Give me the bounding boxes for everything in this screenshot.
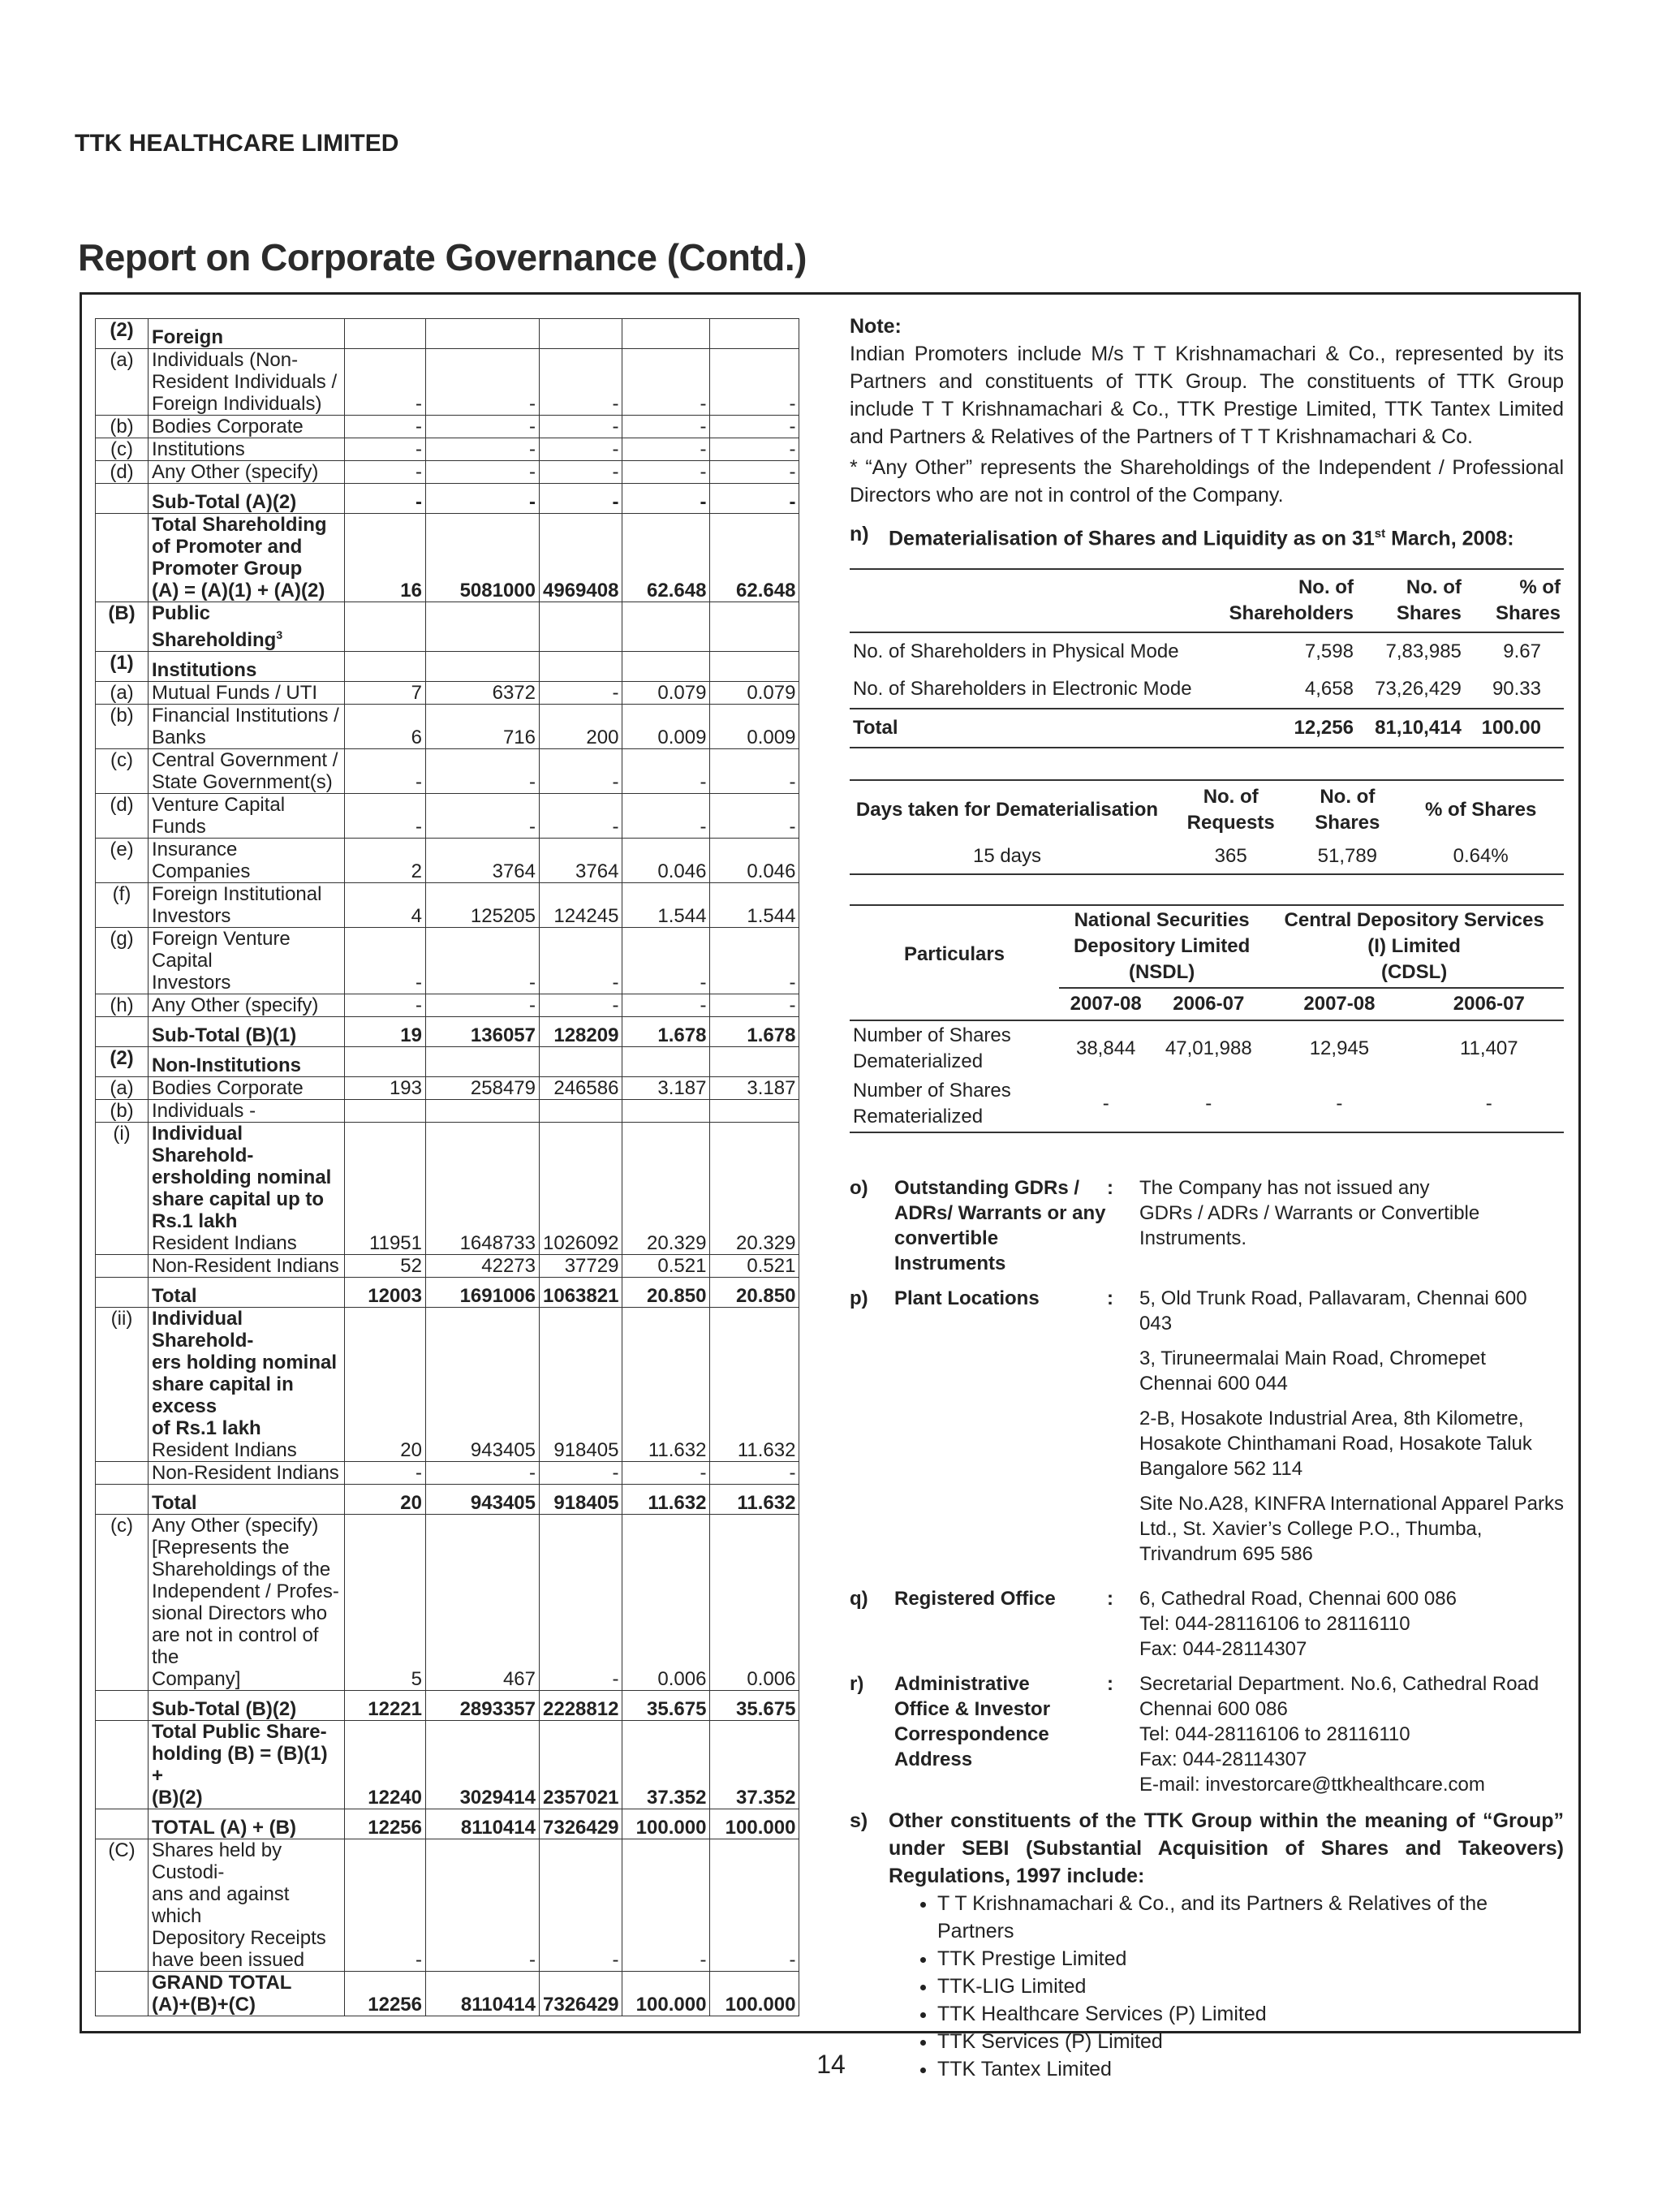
row-value: - — [540, 461, 622, 484]
row-value: 0.521 — [710, 1255, 799, 1278]
row-value: - — [622, 1462, 710, 1485]
row-value: 11.632 — [622, 1308, 710, 1462]
row-value — [622, 1047, 710, 1077]
row-value — [426, 602, 540, 652]
row-value: - — [622, 461, 710, 484]
shareholding-row — [96, 1972, 799, 2016]
row-value: 20.850 — [622, 1278, 710, 1308]
row-label: (b) — [96, 416, 149, 438]
group-item: • TTK Services (P) Limited — [937, 2028, 1564, 2055]
row-value — [710, 1100, 799, 1123]
row-value — [540, 602, 622, 652]
row-value: - — [426, 1462, 540, 1485]
row-value: 62.648 — [710, 514, 799, 602]
row-value: 20 — [345, 1485, 426, 1515]
row-value: 6372 — [426, 682, 540, 705]
row-label — [96, 1255, 149, 1278]
row-value: - — [622, 749, 710, 794]
row-value: - — [622, 484, 710, 514]
shareholding-row — [96, 749, 799, 794]
row-value: - — [540, 484, 622, 514]
row-label — [96, 1691, 149, 1721]
row-value — [710, 319, 799, 349]
row-label — [96, 1485, 149, 1515]
row-value: - — [710, 928, 799, 994]
row-description: Bodies Corporate — [149, 1077, 345, 1100]
row-value: - — [426, 349, 540, 416]
shareholding-row — [96, 1308, 799, 1462]
row-value: - — [345, 794, 426, 839]
row-value — [710, 602, 799, 652]
row-value: - — [345, 461, 426, 484]
row-description: Mutual Funds / UTI — [149, 682, 345, 705]
row-description: Foreign — [149, 319, 345, 349]
plant-address: 3, Tiruneermalai Main Road, Chromepet Chennai 600 044 — [1139, 1347, 1486, 1395]
plant-row: p) Plant Locations : 5, Old Trunk Road, Pallavaram, Chennai 600 043 3, Tiruneermalai Main Road, Chromepet Chennai 600 044 2-B, Hosakote Industrial Area, 8th Kilometre, Hosakote Chinthamani Road, Hosakote Taluk Bangalore 562 114 Site No.A28, KINFRA International Apparel Parks Ltd., St. Xavier’s College P.O., Thumba, Trivandrum 695 586 — [850, 1287, 1564, 1566]
row-description: Foreign Institutional Investors — [149, 883, 345, 928]
row-label: (a) — [96, 682, 149, 705]
shareholding-row — [96, 602, 799, 652]
row-value: - — [622, 416, 710, 438]
row-value: - — [540, 928, 622, 994]
row-value: 7326429 — [540, 1809, 622, 1839]
row-label — [96, 1721, 149, 1809]
shareholding-row — [96, 883, 799, 928]
row-label: (a) — [96, 1077, 149, 1100]
row-description: Shares held by Custodi- ans and against which Depository Receipts have been issued — [149, 1839, 345, 1972]
row-label: (2) — [96, 319, 149, 349]
row-description: Institutions — [149, 438, 345, 461]
row-value: 52 — [345, 1255, 426, 1278]
row-label: (i) — [96, 1123, 149, 1255]
row-value — [345, 602, 426, 652]
row-value: 37729 — [540, 1255, 622, 1278]
shareholding-row — [96, 1278, 799, 1308]
plant-address: 5, Old Trunk Road, Pallavaram, Chennai 600 043 — [1139, 1287, 1527, 1335]
shareholding-row — [96, 1515, 799, 1691]
note-paragraph-2: * “Any Other” represents the Shareholdings of the Independent / Professional Directors who are not in control of the Company. — [850, 456, 1564, 507]
shareholding-row — [96, 438, 799, 461]
info-section — [850, 1175, 1564, 1797]
shareholding-row — [96, 416, 799, 438]
row-description: Individual Sharehold- ers holding nominal share capital in excess of Rs.1 lakh Resident Indians — [149, 1308, 345, 1462]
row-description: Central Government / State Government(s) — [149, 749, 345, 794]
row-value: 16 — [345, 514, 426, 602]
row-value: - — [710, 794, 799, 839]
row-value: - — [426, 1839, 540, 1972]
demat-table: No. of Shareholders No. of Shares % of Shares No. of Shareholders in Physical Mode 7,598 7,83,985 9.67 No. of Shareholders in Electronic Mode 4,658 73,26,429 90.33 Total 12,256 81,10,414 100.00 — [850, 568, 1564, 748]
row-description: Non-Resident Indians — [149, 1255, 345, 1278]
row-description: Any Other (specify) — [149, 994, 345, 1017]
row-value: - — [622, 794, 710, 839]
row-value — [622, 602, 710, 652]
row-value: 12003 — [345, 1278, 426, 1308]
row-value: - — [345, 484, 426, 514]
shareholding-table — [95, 318, 799, 2016]
row-value — [710, 1047, 799, 1077]
row-label — [96, 1809, 149, 1839]
row-value: 19 — [345, 1017, 426, 1047]
shareholding-row — [96, 839, 799, 883]
row-description: Sub-Total (A)(2) — [149, 484, 345, 514]
shareholding-row — [96, 1462, 799, 1485]
row-value: 20 — [345, 1308, 426, 1462]
row-label — [96, 1278, 149, 1308]
row-value: - — [345, 349, 426, 416]
particulars-label: Particulars — [903, 943, 1005, 966]
shareholding-row — [96, 652, 799, 682]
row-value: 0.009 — [622, 705, 710, 749]
row-value: 11.632 — [622, 1485, 710, 1515]
row-description: Individuals (Non- Resident Individuals / Foreign Individuals) — [149, 349, 345, 416]
row-value: 5081000 — [426, 514, 540, 602]
row-description: TOTAL (A) + (B) — [149, 1809, 345, 1839]
row-value: 0.079 — [622, 682, 710, 705]
row-value: 4 — [345, 883, 426, 928]
row-value: - — [540, 438, 622, 461]
row-value: 0.009 — [710, 705, 799, 749]
row-value — [426, 652, 540, 682]
row-label: (f) — [96, 883, 149, 928]
row-label: (c) — [96, 749, 149, 794]
row-value: 3.187 — [710, 1077, 799, 1100]
shareholding-row — [96, 1077, 799, 1100]
group-item: • TTK Tantex Limited — [937, 2055, 1564, 2083]
group-item: • TTK Prestige Limited — [937, 1945, 1564, 1973]
shareholding-row — [96, 794, 799, 839]
row-value: - — [710, 1462, 799, 1485]
plant-address: Site No.A28, KINFRA International Apparel Parks Ltd., St. Xavier’s College P.O., Thumba, Trivandrum 695 586 — [1139, 1493, 1564, 1566]
row-value: 62.648 — [622, 514, 710, 602]
row-value: - — [622, 1839, 710, 1972]
row-label: (c) — [96, 1515, 149, 1691]
row-value: - — [345, 1839, 426, 1972]
row-value — [426, 1047, 540, 1077]
row-value: 0.046 — [622, 839, 710, 883]
row-label — [96, 484, 149, 514]
row-value: 0.006 — [710, 1515, 799, 1691]
row-value: - — [710, 461, 799, 484]
admin-office-row: r) Administrative Office & Investor Correspondence Address : Secretarial Department. No.6, Cathedral Road Chennai 600 086 Tel: 044-28116106 to 28116110 Fax: 044-28114307 E-mail: investorcare@ttkhealthcare.com — [850, 1673, 1539, 1796]
row-value: 12221 — [345, 1691, 426, 1721]
row-value: 1.678 — [710, 1017, 799, 1047]
row-value: 35.675 — [710, 1691, 799, 1721]
nsdl-cdsl-table: National Securities Depository Limited (NSDL) Central Depository Services (I) Limited (CDSL) Particulars 2007-08 2006-07 2007-08 2006-07 Number of Shares Dematerialized 38,844 47,01,988 12,945 11,407 Number of Shares Rematerialized - - - - — [850, 904, 1564, 1133]
row-value: 0.006 — [622, 1515, 710, 1691]
row-value: - — [540, 994, 622, 1017]
row-value — [622, 319, 710, 349]
row-value: 128209 — [540, 1017, 622, 1047]
row-description: Venture Capital Funds — [149, 794, 345, 839]
group-item: • TTK-LIG Limited — [937, 1973, 1564, 2000]
page-title: Report on Corporate Governance (Contd.) — [78, 236, 807, 278]
row-description: Non-Resident Indians — [149, 1462, 345, 1485]
row-label: (d) — [96, 794, 149, 839]
row-value: 5 — [345, 1515, 426, 1691]
row-value: 4969408 — [540, 514, 622, 602]
row-value: 2893357 — [426, 1691, 540, 1721]
shareholding-row — [96, 1691, 799, 1721]
row-value: - — [345, 928, 426, 994]
shareholding-row — [96, 319, 799, 349]
row-value: 1691006 — [426, 1278, 540, 1308]
row-value: 1.544 — [622, 883, 710, 928]
row-label — [96, 1017, 149, 1047]
row-value: - — [710, 1839, 799, 1972]
row-value: 125205 — [426, 883, 540, 928]
row-value: - — [426, 438, 540, 461]
row-description: GRAND TOTAL (A)+(B)+(C) — [149, 1972, 345, 2016]
row-description: Total Public Share- holding (B) = (B)(1) + (B)(2) — [149, 1721, 345, 1809]
row-value: - — [540, 1515, 622, 1691]
row-value: - — [622, 928, 710, 994]
group-item: • T T Krishnamachari & Co., and its Partners & Relatives of the Partners — [937, 1890, 1564, 1945]
row-value: 8110414 — [426, 1809, 540, 1839]
shareholding-row — [96, 705, 799, 749]
row-value: 0.079 — [710, 682, 799, 705]
row-value: 37.352 — [710, 1721, 799, 1809]
row-value: - — [540, 1462, 622, 1485]
row-value: 100.000 — [622, 1972, 710, 2016]
row-value — [540, 1047, 622, 1077]
row-value — [622, 652, 710, 682]
row-value: 7326429 — [540, 1972, 622, 2016]
shareholding-row — [96, 1100, 799, 1123]
row-value: - — [426, 794, 540, 839]
row-value: - — [426, 416, 540, 438]
shareholding-row — [96, 1721, 799, 1809]
shareholding-row — [96, 994, 799, 1017]
company-name: TTK HEALTHCARE LIMITED — [75, 130, 399, 157]
shareholding-row — [96, 928, 799, 994]
row-value: 12256 — [345, 1809, 426, 1839]
row-value: 1.544 — [710, 883, 799, 928]
row-value — [345, 319, 426, 349]
row-value: - — [426, 928, 540, 994]
row-value: - — [540, 794, 622, 839]
row-description: Institutions — [149, 652, 345, 682]
shareholding-row — [96, 484, 799, 514]
row-description: Any Other (specify) [Represents the Shareholdings of the Independent / Profes- sional Directors who are not in control of the Company] — [149, 1515, 345, 1691]
row-value: 12256 — [345, 1972, 426, 2016]
row-value: 918405 — [540, 1485, 622, 1515]
shareholding-row — [96, 1017, 799, 1047]
row-label: (e) — [96, 839, 149, 883]
row-label — [96, 514, 149, 602]
row-label: (1) — [96, 652, 149, 682]
row-value — [345, 1100, 426, 1123]
row-value — [426, 1100, 540, 1123]
row-value — [345, 652, 426, 682]
gdr-row: o) Outstanding GDRs / ADRs/ Warrants or any convertible Instruments : The Company has not issued any GDRs / ADRs / Warrants or Convertible Instruments. — [850, 1177, 1480, 1275]
row-value: - — [710, 349, 799, 416]
row-value: 37.352 — [622, 1721, 710, 1809]
row-label: (b) — [96, 1100, 149, 1123]
row-value: 2 — [345, 839, 426, 883]
row-value: 100.000 — [710, 1972, 799, 2016]
row-value: - — [540, 349, 622, 416]
registered-office-row: q) Registered Office : 6, Cathedral Road, Chennai 600 086 Tel: 044-28116106 to 28116110 Fax: 044-28114307 — [850, 1588, 1457, 1661]
row-value: 6 — [345, 705, 426, 749]
row-value: 11.632 — [710, 1485, 799, 1515]
shareholding-row — [96, 682, 799, 705]
row-value: 100.000 — [710, 1809, 799, 1839]
row-value: 1.678 — [622, 1017, 710, 1047]
shareholding-row — [96, 1485, 799, 1515]
row-value: - — [622, 349, 710, 416]
row-label: (B) — [96, 602, 149, 652]
row-value — [540, 652, 622, 682]
row-value: - — [540, 749, 622, 794]
row-value — [345, 1047, 426, 1077]
row-description: Any Other (specify) — [149, 461, 345, 484]
row-value: 136057 — [426, 1017, 540, 1047]
row-value: 20.329 — [622, 1123, 710, 1255]
row-value: 200 — [540, 705, 622, 749]
row-value — [540, 319, 622, 349]
row-value: - — [710, 484, 799, 514]
row-value: 3764 — [426, 839, 540, 883]
row-value: - — [622, 438, 710, 461]
group-heading: s) Other constituents of the TTK Group within the meaning of “Group” under SEBI (Substantial Acquisition of Shares and Takeovers) Regulations, 1997 include: — [850, 1809, 1564, 1888]
row-value: 11.632 — [710, 1308, 799, 1462]
row-value: 124245 — [540, 883, 622, 928]
row-value — [710, 652, 799, 682]
row-value: 20.850 — [710, 1278, 799, 1308]
shareholding-row — [96, 461, 799, 484]
row-value: 258479 — [426, 1077, 540, 1100]
row-value: 100.000 — [622, 1809, 710, 1839]
row-value: - — [426, 484, 540, 514]
row-description: Total Shareholding of Promoter and Promoter Group (A) = (A)(1) + (A)(2) — [149, 514, 345, 602]
row-value: 0.046 — [710, 839, 799, 883]
row-value: - — [622, 994, 710, 1017]
row-value: 7 — [345, 682, 426, 705]
row-value: 1648733 — [426, 1123, 540, 1255]
row-value: 20.329 — [710, 1123, 799, 1255]
row-value: - — [345, 438, 426, 461]
row-value: - — [345, 749, 426, 794]
row-value: - — [540, 682, 622, 705]
row-description: Individual Sharehold- ersholding nominal share capital up to Rs.1 lakh Resident Indians — [149, 1123, 345, 1255]
row-label: (C) — [96, 1839, 149, 1972]
row-value — [426, 319, 540, 349]
row-value: 12240 — [345, 1721, 426, 1809]
row-label: (d) — [96, 461, 149, 484]
row-value: - — [710, 749, 799, 794]
row-label: (b) — [96, 705, 149, 749]
row-label: (c) — [96, 438, 149, 461]
shareholding-row — [96, 1839, 799, 1972]
row-value — [622, 1100, 710, 1123]
row-description: Non-Institutions — [149, 1047, 345, 1077]
row-description: Sub-Total (B)(1) — [149, 1017, 345, 1047]
row-value: - — [345, 416, 426, 438]
row-value: 3764 — [540, 839, 622, 883]
row-value: - — [345, 1462, 426, 1485]
shareholding-row — [96, 1255, 799, 1278]
note-heading: Note: — [850, 315, 902, 338]
row-value: 2357021 — [540, 1721, 622, 1809]
shareholding-row — [96, 1047, 799, 1077]
row-label — [96, 1972, 149, 2016]
row-value: 3029414 — [426, 1721, 540, 1809]
plant-address: 2-B, Hosakote Industrial Area, 8th Kilometre, Hosakote Chinthamani Road, Hosakote Taluk Bangalore 562 114 — [1139, 1408, 1532, 1481]
row-value: 42273 — [426, 1255, 540, 1278]
row-description: Total — [149, 1485, 345, 1515]
row-value: - — [426, 461, 540, 484]
row-label: (ii) — [96, 1308, 149, 1462]
row-value: 0.521 — [622, 1255, 710, 1278]
row-label — [96, 1462, 149, 1485]
row-value: 2228812 — [540, 1691, 622, 1721]
row-description: Bodies Corporate — [149, 416, 345, 438]
row-label: (g) — [96, 928, 149, 994]
row-description: Sub-Total (B)(2) — [149, 1691, 345, 1721]
row-value: - — [540, 1839, 622, 1972]
row-description: Foreign Venture Capital Investors — [149, 928, 345, 994]
row-value: - — [710, 438, 799, 461]
page-number: 14 — [816, 2050, 846, 2079]
row-value: - — [540, 416, 622, 438]
row-value: 246586 — [540, 1077, 622, 1100]
demat-heading: n) Dematerialisation of Shares and Liquidity as on 31st March, 2008: — [850, 523, 1514, 550]
row-value: - — [710, 994, 799, 1017]
row-description: Public Shareholding$^3$ — [149, 602, 345, 652]
row-value: 1063821 — [540, 1278, 622, 1308]
shareholding-row — [96, 514, 799, 602]
shareholding-row — [96, 349, 799, 416]
row-value: 1026092 — [540, 1123, 622, 1255]
shareholding-row — [96, 1809, 799, 1839]
row-value: - — [426, 994, 540, 1017]
right-column — [850, 313, 1564, 2083]
row-value: 3.187 — [622, 1077, 710, 1100]
row-description: Individuals - — [149, 1100, 345, 1123]
row-description: Insurance Companies — [149, 839, 345, 883]
row-value: 11951 — [345, 1123, 426, 1255]
row-label: (a) — [96, 349, 149, 416]
demat-row-label: No. of Shareholders in Physical Mode — [850, 632, 1205, 670]
row-value: 35.675 — [622, 1691, 710, 1721]
group-item: • TTK Healthcare Services (P) Limited — [937, 2000, 1564, 2028]
row-value: 716 — [426, 705, 540, 749]
note-paragraph-1: Indian Promoters include M/s T T Krishnamachari & Co., represented by its Partners and constituents of TTK Group. The constituents of TTK Group include T T Krishnamachari & Co., TTK Prestige Limited, TTK Tantex Limited and Partners & Relatives of the Partners of T T Krishnamachari & Co. — [850, 343, 1564, 448]
row-value: 943405 — [426, 1485, 540, 1515]
row-label: (2) — [96, 1047, 149, 1077]
row-value: - — [710, 416, 799, 438]
row-value — [540, 1100, 622, 1123]
row-value: - — [345, 994, 426, 1017]
row-description: Financial Institutions / Banks — [149, 705, 345, 749]
row-value: 8110414 — [426, 1972, 540, 2016]
row-label: (h) — [96, 994, 149, 1017]
row-description: Total — [149, 1278, 345, 1308]
row-value: 943405 — [426, 1308, 540, 1462]
shareholding-row — [96, 1123, 799, 1255]
row-value: 193 — [345, 1077, 426, 1100]
demat-row-label: No. of Shareholders in Electronic Mode — [853, 678, 1192, 701]
row-value: 467 — [426, 1515, 540, 1691]
row-value: - — [426, 749, 540, 794]
days-table: Days taken for Dematerialisation No. of Requests No. of Shares % of Shares 15 days 365 51,789 0.64% — [850, 779, 1564, 875]
row-value: 918405 — [540, 1308, 622, 1462]
